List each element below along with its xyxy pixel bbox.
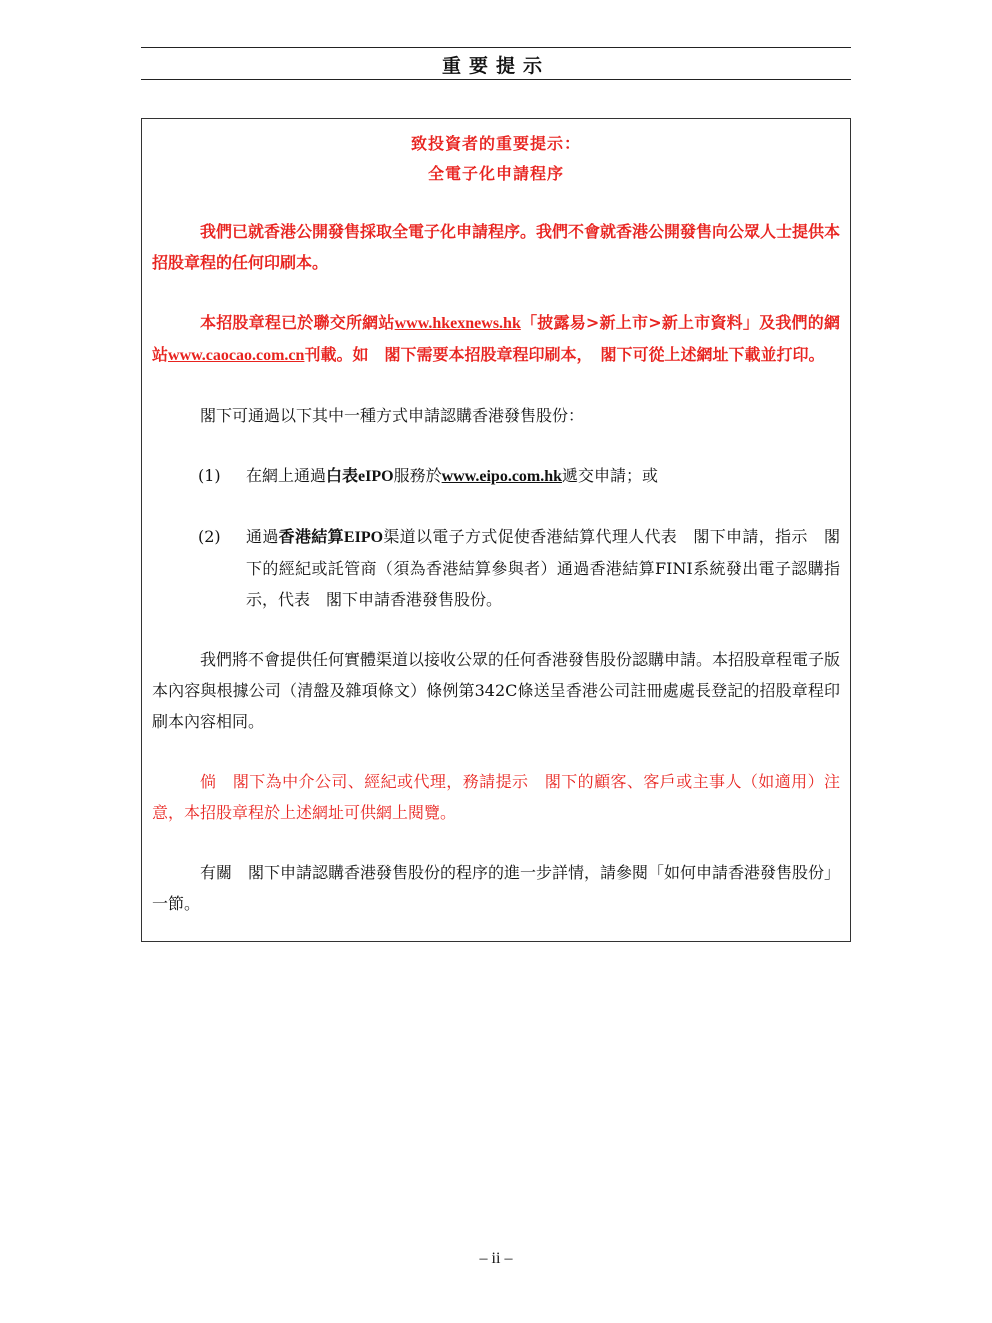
method-item-1-text-3: 遞交申請；或 — [562, 466, 659, 485]
notice-paragraph-intermediaries: 倘 閣下為中介公司、經紀或代理，務請提示 閣下的顧客、客戶或主事人（如適用）注意，本招股章程於上述網址可供網上閱覽。 — [152, 772, 840, 822]
method-item-1-number: (1) — [198, 466, 221, 485]
websites-text-1: 本招股章程已於聯交所網站 — [200, 313, 395, 332]
websites-text-2: 「披露易>新上市>新上市資料」及我們的網站 — [152, 313, 840, 364]
notice-paragraph-websites — [152, 307, 840, 371]
method-item-1-bold-2: eIPO — [358, 468, 394, 485]
method-item-1 — [152, 460, 840, 492]
company-website-link[interactable]: www.caocao.com.cn — [168, 347, 305, 364]
page-title: 重要提示 — [441, 55, 550, 77]
important-notice-box — [141, 118, 851, 942]
header-top-rule — [141, 47, 851, 48]
method-item-1-bold-1: 白表 — [326, 466, 359, 485]
method-item-2 — [152, 521, 840, 615]
notice-paragraph-no-print: 我們已就香港公開發售採取全電子化申請程序。我們不會就香港公開發售向公眾人士提供本招股章程的任何印刷本。 — [152, 222, 841, 272]
method-item-2-bold-1: 香港結算 — [278, 527, 344, 546]
method-item-1-text-1: 在網上通過 — [246, 466, 327, 485]
header-bottom-rule — [141, 79, 851, 80]
page-number: – ii – — [479, 1250, 513, 1267]
notice-paragraph-further-details: 有關 閣下申請認購香港發售股份的程序的進一步詳情，請參閱「如何申請香港發售股份」一節。 — [152, 863, 841, 913]
method-item-2-bold-2: EIPO — [343, 529, 384, 546]
eipo-link[interactable]: www.eipo.com.hk — [441, 468, 563, 485]
method-item-1-text-2: 服務於 — [393, 466, 442, 485]
notice-heading-line1: 致投資者的重要提示： — [410, 134, 581, 153]
method-item-2-number: (2) — [198, 527, 221, 546]
websites-text-3: 刊載。如 閣下需要本招股章程印刷本， 閣下可從上述網址下載並打印。 — [304, 345, 825, 364]
notice-heading-line2: 全電子化申請程序 — [427, 164, 564, 183]
method-item-2-text-2: 渠道以電子方式促使香港結算代理人代表 閣下申請，指示 閣下的經紀或託管商（須為香港結算參與者）通過香港結算FINI系統發出電子認購指示，代表 閣下申請香港發售股份。 — [246, 527, 840, 609]
notice-paragraph-no-physical-channel: 我們將不會提供任何實體渠道以接收公眾的任何香港發售股份認購申請。本招股章程電子版本內容與根據公司（清盤及雜項條文）條例第342C條送呈香港公司註冊處處長登記的招股章程印刷本內容相同。 — [152, 650, 841, 731]
method-item-2-text-1: 通過 — [246, 527, 279, 546]
notice-paragraph-methods-intro: 閣下可通過以下其中一種方式申請認購香港發售股份： — [200, 406, 585, 425]
hkexnews-link[interactable]: www.hkexnews.hk — [394, 315, 521, 332]
